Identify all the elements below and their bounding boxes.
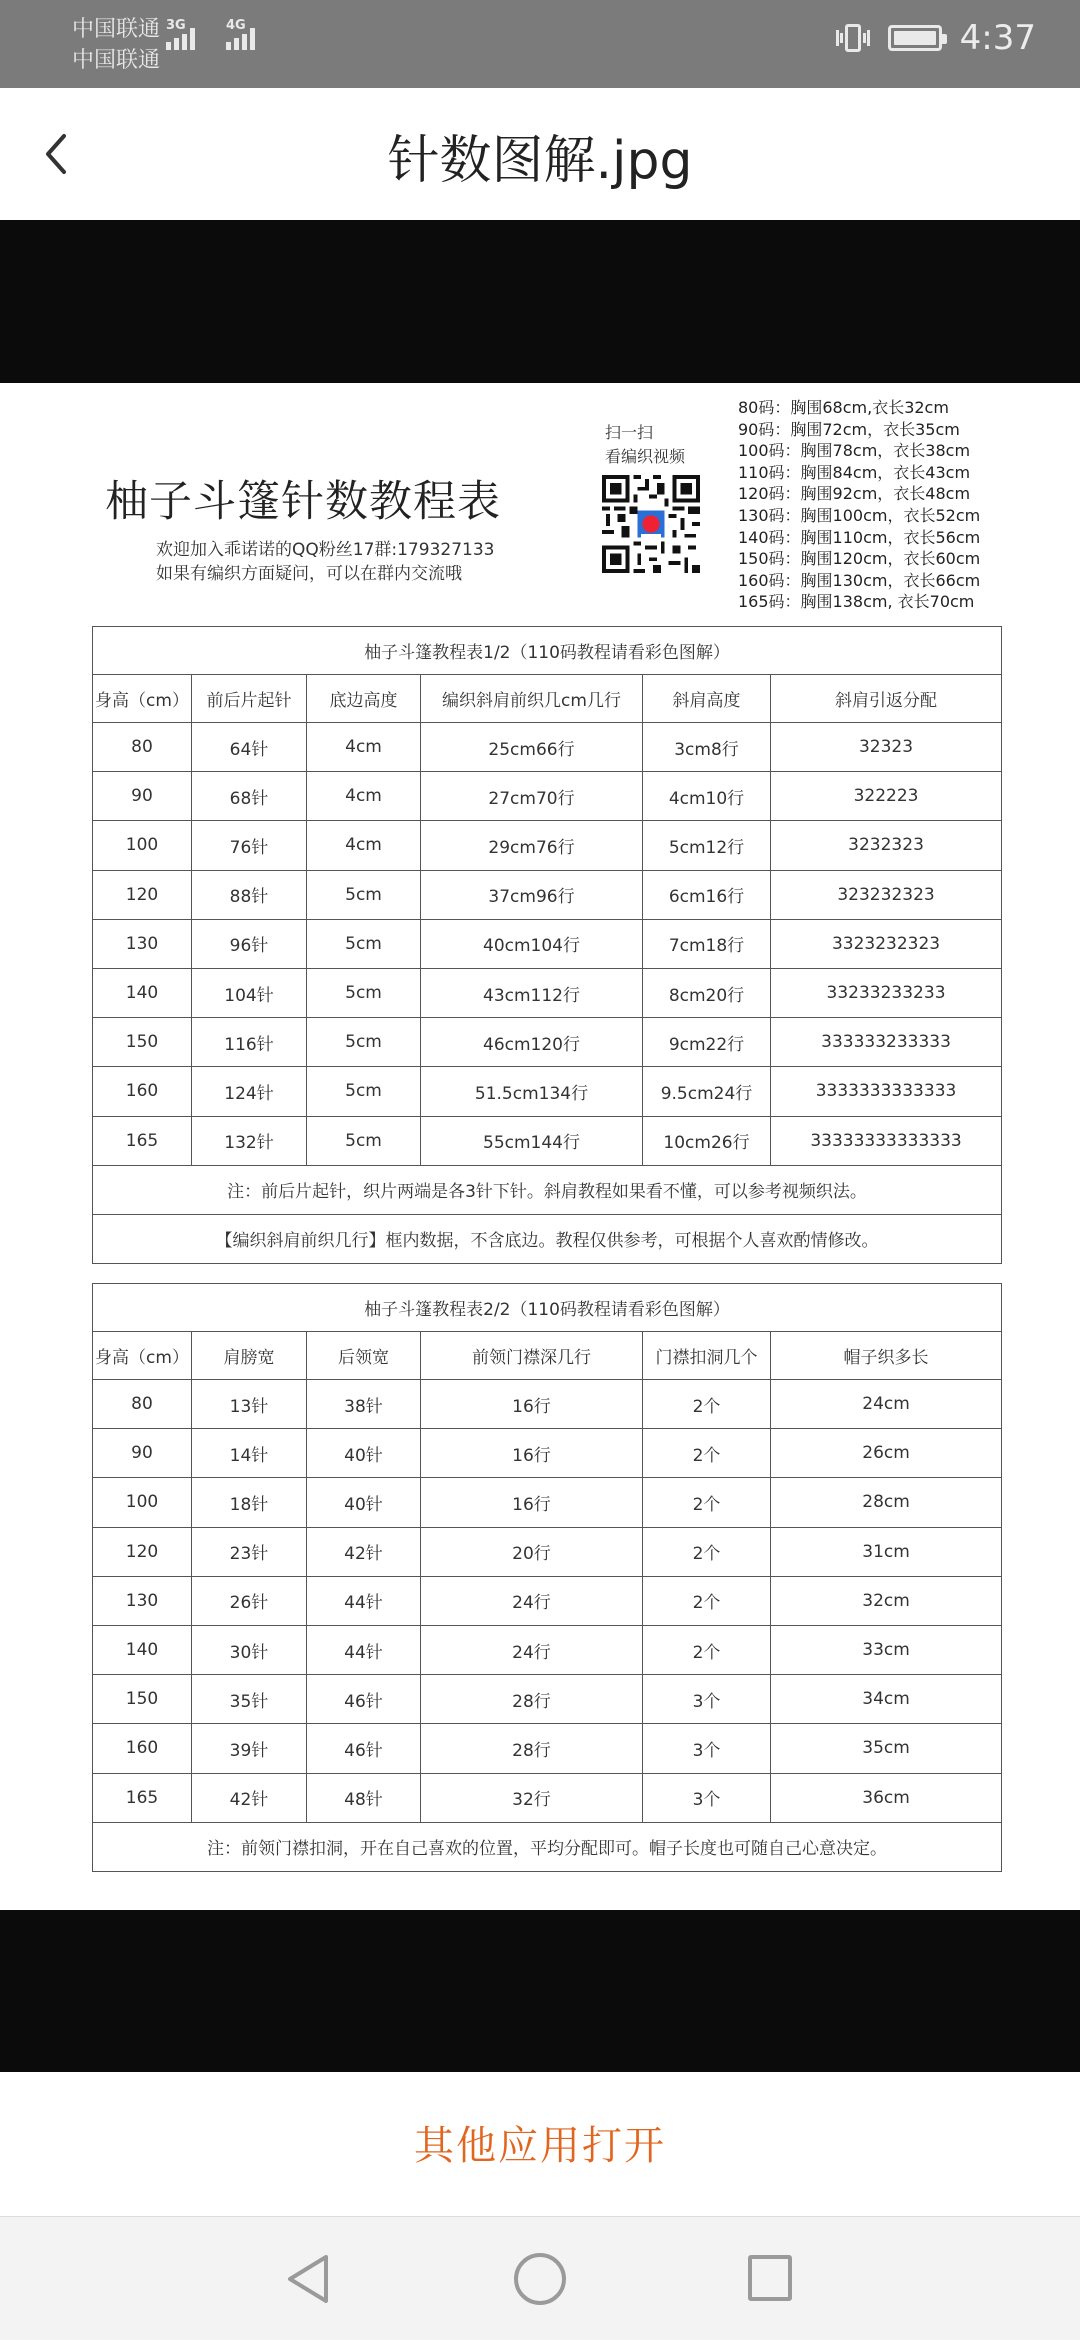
table-cell: 9cm22行 bbox=[643, 1018, 771, 1067]
network-type-1: 3G bbox=[166, 18, 186, 33]
table-row bbox=[93, 1429, 1002, 1478]
table-note: 注：前领门襟扣洞，开在自己喜欢的位置，平均分配即可。帽子长度也可随自己心意决定。 bbox=[93, 1822, 1002, 1871]
open-with-other-app-button[interactable]: 其他应用打开 bbox=[414, 2123, 666, 2169]
navigation-bar bbox=[0, 2216, 1080, 2340]
table-cell: 160 bbox=[93, 1724, 192, 1773]
table-row bbox=[93, 1724, 1002, 1773]
table-cell: 32323 bbox=[771, 723, 1002, 772]
column-header: 前后片起针 bbox=[192, 675, 307, 723]
table-cell: 20行 bbox=[421, 1527, 643, 1576]
table-row bbox=[93, 1018, 1002, 1067]
table-cell: 3cm8行 bbox=[643, 723, 771, 772]
table-cell: 55cm144行 bbox=[421, 1116, 643, 1165]
tutorial-table-2 bbox=[92, 1283, 1002, 1872]
clock: 4:37 bbox=[959, 18, 1036, 58]
table-row bbox=[93, 772, 1002, 821]
table-cell: 33233233233 bbox=[771, 968, 1002, 1017]
table-cell: 130 bbox=[93, 1576, 192, 1625]
table-cell: 104针 bbox=[192, 968, 307, 1017]
image-viewer[interactable] bbox=[0, 220, 1080, 2072]
column-header: 身高（cm） bbox=[93, 675, 192, 723]
signal-icon-2 bbox=[226, 18, 255, 50]
table-cell: 150 bbox=[93, 1018, 192, 1067]
table-cell: 2个 bbox=[643, 1478, 771, 1527]
table-cell: 124针 bbox=[192, 1067, 307, 1116]
document-image bbox=[0, 383, 1080, 1910]
table-cell: 28行 bbox=[421, 1724, 643, 1773]
table-cell: 3333333333333 bbox=[771, 1067, 1002, 1116]
table-cell: 5cm bbox=[307, 870, 421, 919]
table-cell: 34cm bbox=[771, 1675, 1002, 1724]
table-cell: 76针 bbox=[192, 821, 307, 870]
size-chart-line: 165码：胸围138cm, 衣长70cm bbox=[738, 592, 975, 612]
table-cell: 3个 bbox=[643, 1724, 771, 1773]
table-cell: 333333233333 bbox=[771, 1018, 1002, 1067]
scan-line-2: 看编织视频 bbox=[605, 447, 686, 466]
table-cell: 68针 bbox=[192, 772, 307, 821]
table-cell: 16行 bbox=[421, 1380, 643, 1429]
nav-back-icon[interactable] bbox=[284, 2253, 332, 2305]
open-bar bbox=[0, 2072, 1080, 2216]
table-cell: 27cm70行 bbox=[421, 772, 643, 821]
table-caption: 柚子斗篷教程表2/2（110码教程请看彩色图解） bbox=[93, 1284, 1002, 1332]
table-cell: 116针 bbox=[192, 1018, 307, 1067]
table-row bbox=[93, 1773, 1002, 1822]
table-cell: 29cm76行 bbox=[421, 821, 643, 870]
table-cell: 3个 bbox=[643, 1675, 771, 1724]
welcome-line-2: 如果有编织方面疑问，可以在群内交流哦 bbox=[156, 564, 462, 584]
tutorial-table-1 bbox=[92, 626, 1002, 1264]
table-header-row bbox=[93, 675, 1002, 723]
table-cell: 7cm18行 bbox=[643, 919, 771, 968]
table-cell: 25cm66行 bbox=[421, 723, 643, 772]
table-cell: 36cm bbox=[771, 1773, 1002, 1822]
table-cell: 140 bbox=[93, 968, 192, 1017]
table-cell: 51.5cm134行 bbox=[421, 1067, 643, 1116]
size-chart-line: 110码：胸围84cm，衣长43cm bbox=[738, 462, 971, 482]
table-cell: 40cm104行 bbox=[421, 919, 643, 968]
table-cell: 4cm bbox=[307, 772, 421, 821]
document-title: 柚子斗篷针数教程表 bbox=[105, 477, 501, 527]
column-header: 前领门襟深几行 bbox=[421, 1332, 643, 1380]
table-cell: 6cm16行 bbox=[643, 870, 771, 919]
table-cell: 3232323 bbox=[771, 821, 1002, 870]
table-cell: 35针 bbox=[192, 1675, 307, 1724]
table-cell: 80 bbox=[93, 723, 192, 772]
table-cell: 150 bbox=[93, 1675, 192, 1724]
table-cell: 44针 bbox=[307, 1576, 421, 1625]
table-row bbox=[93, 870, 1002, 919]
table-cell: 130 bbox=[93, 919, 192, 968]
nav-recent-icon[interactable] bbox=[748, 2255, 792, 2301]
battery-icon bbox=[888, 25, 942, 51]
table-cell: 18针 bbox=[192, 1478, 307, 1527]
size-chart-line: 120码：胸围92cm，衣长48cm bbox=[738, 484, 971, 504]
column-header: 后领宽 bbox=[307, 1332, 421, 1380]
table-note: 注：前后片起针，织片两端是各3针下针。斜肩教程如果看不懂，可以参考视频织法。 bbox=[93, 1165, 1002, 1214]
table-cell: 37cm96行 bbox=[421, 870, 643, 919]
table-cell: 5cm bbox=[307, 1067, 421, 1116]
column-header: 斜肩高度 bbox=[643, 675, 771, 723]
table-cell: 26针 bbox=[192, 1576, 307, 1625]
table-row bbox=[93, 968, 1002, 1017]
table-row bbox=[93, 821, 1002, 870]
table-cell: 140 bbox=[93, 1625, 192, 1674]
table-cell: 16行 bbox=[421, 1429, 643, 1478]
table-row bbox=[93, 1527, 1002, 1576]
table-cell: 13针 bbox=[192, 1380, 307, 1429]
carrier-1: 中国联通 bbox=[72, 17, 161, 42]
table-cell: 40针 bbox=[307, 1478, 421, 1527]
table-row bbox=[93, 919, 1002, 968]
table-row bbox=[93, 1380, 1002, 1429]
status-bar bbox=[0, 0, 1080, 88]
carrier-2: 中国联通 bbox=[72, 48, 161, 73]
table-cell: 14针 bbox=[192, 1429, 307, 1478]
table-row bbox=[93, 1675, 1002, 1724]
signal-icon bbox=[166, 18, 195, 50]
page-title: 针数图解.jpg bbox=[387, 131, 693, 191]
table-cell: 24行 bbox=[421, 1625, 643, 1674]
table-cell: 2个 bbox=[643, 1527, 771, 1576]
table-cell: 88针 bbox=[192, 870, 307, 919]
size-chart-line: 90码：胸围72cm，衣长35cm bbox=[738, 419, 960, 439]
table-cell: 5cm bbox=[307, 1116, 421, 1165]
table-cell: 43cm112行 bbox=[421, 968, 643, 1017]
table-cell: 39针 bbox=[192, 1724, 307, 1773]
table-cell: 90 bbox=[93, 1429, 192, 1478]
size-chart bbox=[738, 397, 980, 613]
table-cell: 8cm20行 bbox=[643, 968, 771, 1017]
table-cell: 323232323 bbox=[771, 870, 1002, 919]
table-cell: 9.5cm24行 bbox=[643, 1067, 771, 1116]
size-chart-line: 150码：胸围120cm，衣长60cm bbox=[738, 549, 981, 569]
table-cell: 5cm12行 bbox=[643, 821, 771, 870]
table-cell: 80 bbox=[93, 1380, 192, 1429]
table-cell: 2个 bbox=[643, 1380, 771, 1429]
table-cell: 4cm10行 bbox=[643, 772, 771, 821]
table-cell: 33cm bbox=[771, 1625, 1002, 1674]
table-cell: 120 bbox=[93, 870, 192, 919]
table-row bbox=[93, 723, 1002, 772]
table-cell: 5cm bbox=[307, 919, 421, 968]
table-cell: 3个 bbox=[643, 1773, 771, 1822]
table-cell: 32cm bbox=[771, 1576, 1002, 1625]
column-header: 帽子织多长 bbox=[771, 1332, 1002, 1380]
table-cell: 90 bbox=[93, 772, 192, 821]
table-cell: 4cm bbox=[307, 821, 421, 870]
table-cell: 33333333333333 bbox=[771, 1116, 1002, 1165]
table-row bbox=[93, 1067, 1002, 1116]
table-cell: 46针 bbox=[307, 1675, 421, 1724]
table-cell: 4cm bbox=[307, 723, 421, 772]
table-cell: 30针 bbox=[192, 1625, 307, 1674]
table-cell: 2个 bbox=[643, 1625, 771, 1674]
size-chart-line: 140码：胸围110cm，衣长56cm bbox=[738, 527, 981, 547]
table-cell: 35cm bbox=[771, 1724, 1002, 1773]
table-cell: 120 bbox=[93, 1527, 192, 1576]
table-row bbox=[93, 1116, 1002, 1165]
table-cell: 3323232323 bbox=[771, 919, 1002, 968]
nav-home-icon[interactable] bbox=[514, 2253, 566, 2305]
table-cell: 165 bbox=[93, 1116, 192, 1165]
table-note: 【编织斜肩前织几行】框内数据，不含底边。教程仅供参考，可根据个人喜欢酌情修改。 bbox=[93, 1214, 1002, 1263]
table-cell: 28cm bbox=[771, 1478, 1002, 1527]
welcome-text bbox=[156, 538, 494, 586]
table-caption: 柚子斗篷教程表1/2（110码教程请看彩色图解） bbox=[93, 627, 1002, 675]
table-cell: 100 bbox=[93, 1478, 192, 1527]
vibrate-icon bbox=[836, 21, 870, 55]
table-cell: 2个 bbox=[643, 1576, 771, 1625]
column-header: 底边高度 bbox=[307, 675, 421, 723]
scan-text bbox=[605, 421, 685, 469]
table-cell: 10cm26行 bbox=[643, 1116, 771, 1165]
table-cell: 42针 bbox=[192, 1773, 307, 1822]
table-cell: 5cm bbox=[307, 968, 421, 1017]
table-cell: 100 bbox=[93, 821, 192, 870]
column-header: 身高（cm） bbox=[93, 1332, 192, 1380]
table-cell: 24行 bbox=[421, 1576, 643, 1625]
qr-code-icon bbox=[602, 475, 700, 573]
table-cell: 5cm bbox=[307, 1018, 421, 1067]
size-chart-line: 160码：胸围130cm，衣长66cm bbox=[738, 570, 981, 590]
network-type-2: 4G bbox=[226, 18, 246, 33]
table-cell: 46cm120行 bbox=[421, 1018, 643, 1067]
table-cell: 42针 bbox=[307, 1527, 421, 1576]
table-row bbox=[93, 1576, 1002, 1625]
status-right bbox=[836, 18, 1036, 58]
table-cell: 96针 bbox=[192, 919, 307, 968]
column-header: 斜肩引返分配 bbox=[771, 675, 1002, 723]
welcome-line-1: 欢迎加入乖诺诺的QQ粉丝17群:179327133 bbox=[156, 540, 495, 560]
table-cell: 28行 bbox=[421, 1675, 643, 1724]
app-header bbox=[0, 88, 1080, 220]
table-cell: 64针 bbox=[192, 723, 307, 772]
table-cell: 38针 bbox=[307, 1380, 421, 1429]
table-header-row bbox=[93, 1332, 1002, 1380]
table-cell: 31cm bbox=[771, 1527, 1002, 1576]
table-cell: 23针 bbox=[192, 1527, 307, 1576]
table-row bbox=[93, 1625, 1002, 1674]
table-cell: 16行 bbox=[421, 1478, 643, 1527]
table-cell: 24cm bbox=[771, 1380, 1002, 1429]
column-header: 编织斜肩前织几cm几行 bbox=[421, 675, 643, 723]
size-chart-line: 100码：胸围78cm，衣长38cm bbox=[738, 441, 971, 461]
table-cell: 165 bbox=[93, 1773, 192, 1822]
table-cell: 160 bbox=[93, 1067, 192, 1116]
scan-line-1: 扫一扫 bbox=[605, 423, 654, 442]
table-cell: 48针 bbox=[307, 1773, 421, 1822]
table-row bbox=[93, 1478, 1002, 1527]
size-chart-line: 130码：胸围100cm，衣长52cm bbox=[738, 505, 981, 525]
table-cell: 32行 bbox=[421, 1773, 643, 1822]
table-cell: 46针 bbox=[307, 1724, 421, 1773]
table-cell: 26cm bbox=[771, 1429, 1002, 1478]
table-cell: 322223 bbox=[771, 772, 1002, 821]
table-cell: 40针 bbox=[307, 1429, 421, 1478]
column-header: 门襟扣洞几个 bbox=[643, 1332, 771, 1380]
table-cell: 2个 bbox=[643, 1429, 771, 1478]
size-chart-line: 80码：胸围68cm,衣长32cm bbox=[738, 398, 949, 417]
carrier-labels bbox=[72, 14, 160, 76]
table-cell: 44针 bbox=[307, 1625, 421, 1674]
table-cell: 132针 bbox=[192, 1116, 307, 1165]
column-header: 肩膀宽 bbox=[192, 1332, 307, 1380]
